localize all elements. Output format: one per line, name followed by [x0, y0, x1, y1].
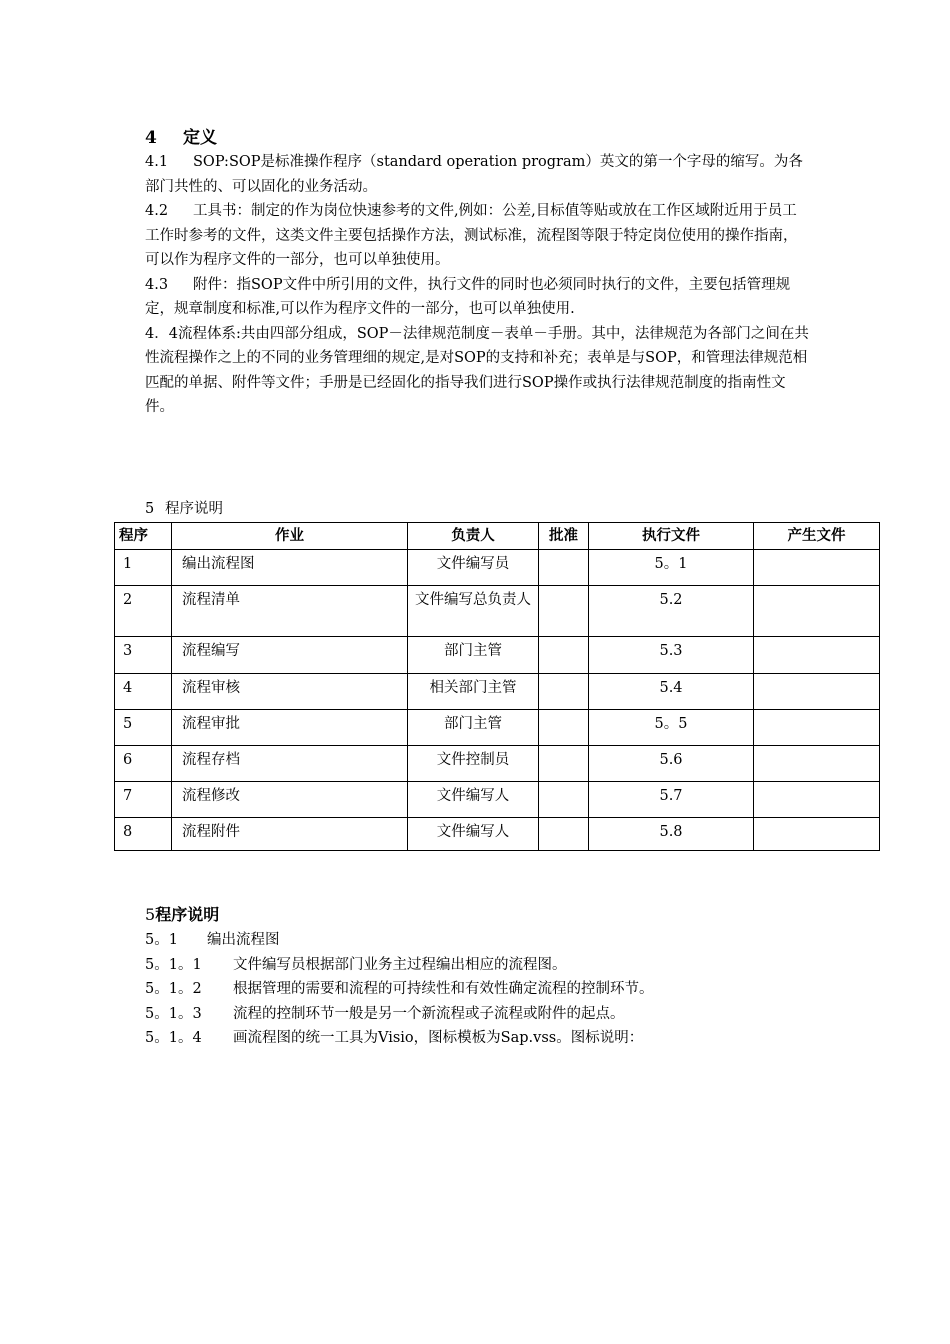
- cell-task: 流程清单: [172, 586, 408, 637]
- definitions-list: [145, 150, 810, 420]
- table-caption: [145, 499, 223, 519]
- table-row: [115, 637, 880, 674]
- table-caption-number: 5: [145, 501, 155, 517]
- step-line: [145, 977, 654, 1002]
- cell-approve: [539, 746, 589, 782]
- cell-exec-file: 5.7: [589, 782, 754, 818]
- cell-seq: 5: [115, 710, 172, 746]
- step-label: 5。1。2: [145, 981, 202, 997]
- cell-output-file: [754, 550, 880, 586]
- cell-output-file: [754, 818, 880, 851]
- section-5-title: 程序说明: [155, 905, 220, 924]
- cell-output-file: [754, 674, 880, 710]
- cell-exec-file: 5.8: [589, 818, 754, 851]
- step-text: 根据管理的需要和流程的可持续性和有效性确定流程的控制环节。: [233, 981, 654, 997]
- cell-seq: 4: [115, 674, 172, 710]
- definition-paragraph: [145, 199, 810, 273]
- step-label: 5。1。3: [145, 1005, 202, 1022]
- subsection-title: 编出流程图: [207, 932, 280, 948]
- definition-label: 4.1: [145, 154, 169, 170]
- cell-exec-file: 5。5: [589, 710, 754, 746]
- definition-label: 4.2: [145, 203, 169, 219]
- cell-exec-file: 5.6: [589, 746, 754, 782]
- cell-output-file: [754, 710, 880, 746]
- table-row: [115, 818, 880, 851]
- cell-approve: [539, 550, 589, 586]
- table-caption-text: 程序说明: [165, 501, 223, 517]
- section-5-number: 5: [145, 905, 156, 924]
- cell-output-file: [754, 586, 880, 637]
- section-5: [145, 904, 654, 1051]
- cell-approve: [539, 710, 589, 746]
- table-row: [115, 674, 880, 710]
- cell-owner: 文件控制员: [408, 746, 539, 782]
- step-line: [145, 1026, 654, 1051]
- cell-seq: 6: [115, 746, 172, 782]
- definition-label: 4.3: [145, 276, 169, 293]
- cell-owner: 文件编写总负责人: [408, 586, 539, 637]
- definition-text: 4．4流程体系:共由四部分组成，SOP－法律规范制度－表单－手册。其中，法律规范为各部门之间在共性流程操作之上的不同的业务管理细的规定,是对SOP的支持和补充；表单是与SOP，和管理法律规范相匹配的单据、附件等文件；手册是已经固化的指导我们进行SOP操作或执行法律规范制度的指南性文件。: [145, 325, 809, 415]
- definition-paragraph: [145, 273, 810, 322]
- subsection-line: [145, 928, 654, 953]
- cell-approve: [539, 818, 589, 851]
- cell-task: 编出流程图: [172, 550, 408, 586]
- cell-exec-file: 5.3: [589, 637, 754, 674]
- definition-paragraph: [145, 322, 810, 420]
- cell-exec-file: 5.2: [589, 586, 754, 637]
- cell-seq: 2: [115, 586, 172, 637]
- header-approve: 批准: [539, 523, 589, 550]
- cell-approve: [539, 586, 589, 637]
- cell-output-file: [754, 746, 880, 782]
- step-line: [145, 1002, 654, 1027]
- cell-owner: 文件编写人: [408, 818, 539, 851]
- section-5-heading: [145, 904, 654, 926]
- header-exec-file: 执行文件: [589, 523, 754, 550]
- cell-output-file: [754, 782, 880, 818]
- cell-output-file: [754, 637, 880, 674]
- definition-text: 附件：指SOP文件中所引用的文件，执行文件的同时也必须同时执行的文件，主要包括管理规定，规章制度和标准,可以作为程序文件的一部分，也可以单独使用.: [145, 276, 791, 317]
- cell-owner: 文件编写人: [408, 782, 539, 818]
- cell-owner: 相关部门主管: [408, 674, 539, 710]
- definition-text: 工具书：制定的作为岗位快速参考的文件,例如：公差,目标值等贴或放在工作区域附近用于员工工作时参考的文件，这类文件主要包括操作方法，测试标准，流程图等限于特定岗位使用的操作指南，可以作为程序文件的一部分，也可以单独使用。: [145, 203, 798, 268]
- definition-text: SOP:SOP是标准操作程序（standard operation program）英文的第一个字母的缩写。为各部门共性的、可以固化的业务活动。: [145, 154, 803, 195]
- step-label: 5。1。1: [145, 956, 202, 973]
- table-row: [115, 710, 880, 746]
- cell-seq: 1: [115, 550, 172, 586]
- cell-task: 流程存档: [172, 746, 408, 782]
- step-text: 画流程图的统一工具为Visio，图标模板为Sap.vss。图标说明：: [233, 1030, 644, 1046]
- table-header-row: [115, 523, 880, 550]
- table-row: [115, 746, 880, 782]
- cell-approve: [539, 782, 589, 818]
- step-line: [145, 953, 654, 978]
- subsection-label: 5。1: [145, 932, 178, 948]
- table-row: [115, 586, 880, 637]
- header-seq: 程序: [115, 523, 172, 550]
- section-4-number: 4: [145, 128, 157, 148]
- procedure-table: [114, 522, 880, 851]
- cell-task: 流程审批: [172, 710, 408, 746]
- step-label: 5。1。4: [145, 1030, 202, 1046]
- cell-seq: 8: [115, 818, 172, 851]
- section-4-heading: [145, 127, 217, 149]
- cell-exec-file: 5.4: [589, 674, 754, 710]
- table-row: [115, 550, 880, 586]
- step-text: 流程的控制环节一般是另一个新流程或子流程或附件的起点。: [233, 1005, 625, 1022]
- step-text: 文件编写员根据部门业务主过程编出相应的流程图。: [233, 956, 567, 973]
- cell-seq: 3: [115, 637, 172, 674]
- section-4-title: 定义: [183, 128, 217, 148]
- cell-seq: 7: [115, 782, 172, 818]
- cell-task: 流程修改: [172, 782, 408, 818]
- cell-task: 流程审核: [172, 674, 408, 710]
- table-row: [115, 782, 880, 818]
- cell-owner: 部门主管: [408, 637, 539, 674]
- header-task: 作业: [172, 523, 408, 550]
- header-owner: 负责人: [408, 523, 539, 550]
- cell-owner: 文件编写员: [408, 550, 539, 586]
- cell-exec-file: 5。1: [589, 550, 754, 586]
- cell-owner: 部门主管: [408, 710, 539, 746]
- cell-task: 流程编写: [172, 637, 408, 674]
- definition-paragraph: [145, 150, 810, 199]
- cell-approve: [539, 637, 589, 674]
- cell-task: 流程附件: [172, 818, 408, 851]
- cell-approve: [539, 674, 589, 710]
- header-output-file: 产生文件: [754, 523, 880, 550]
